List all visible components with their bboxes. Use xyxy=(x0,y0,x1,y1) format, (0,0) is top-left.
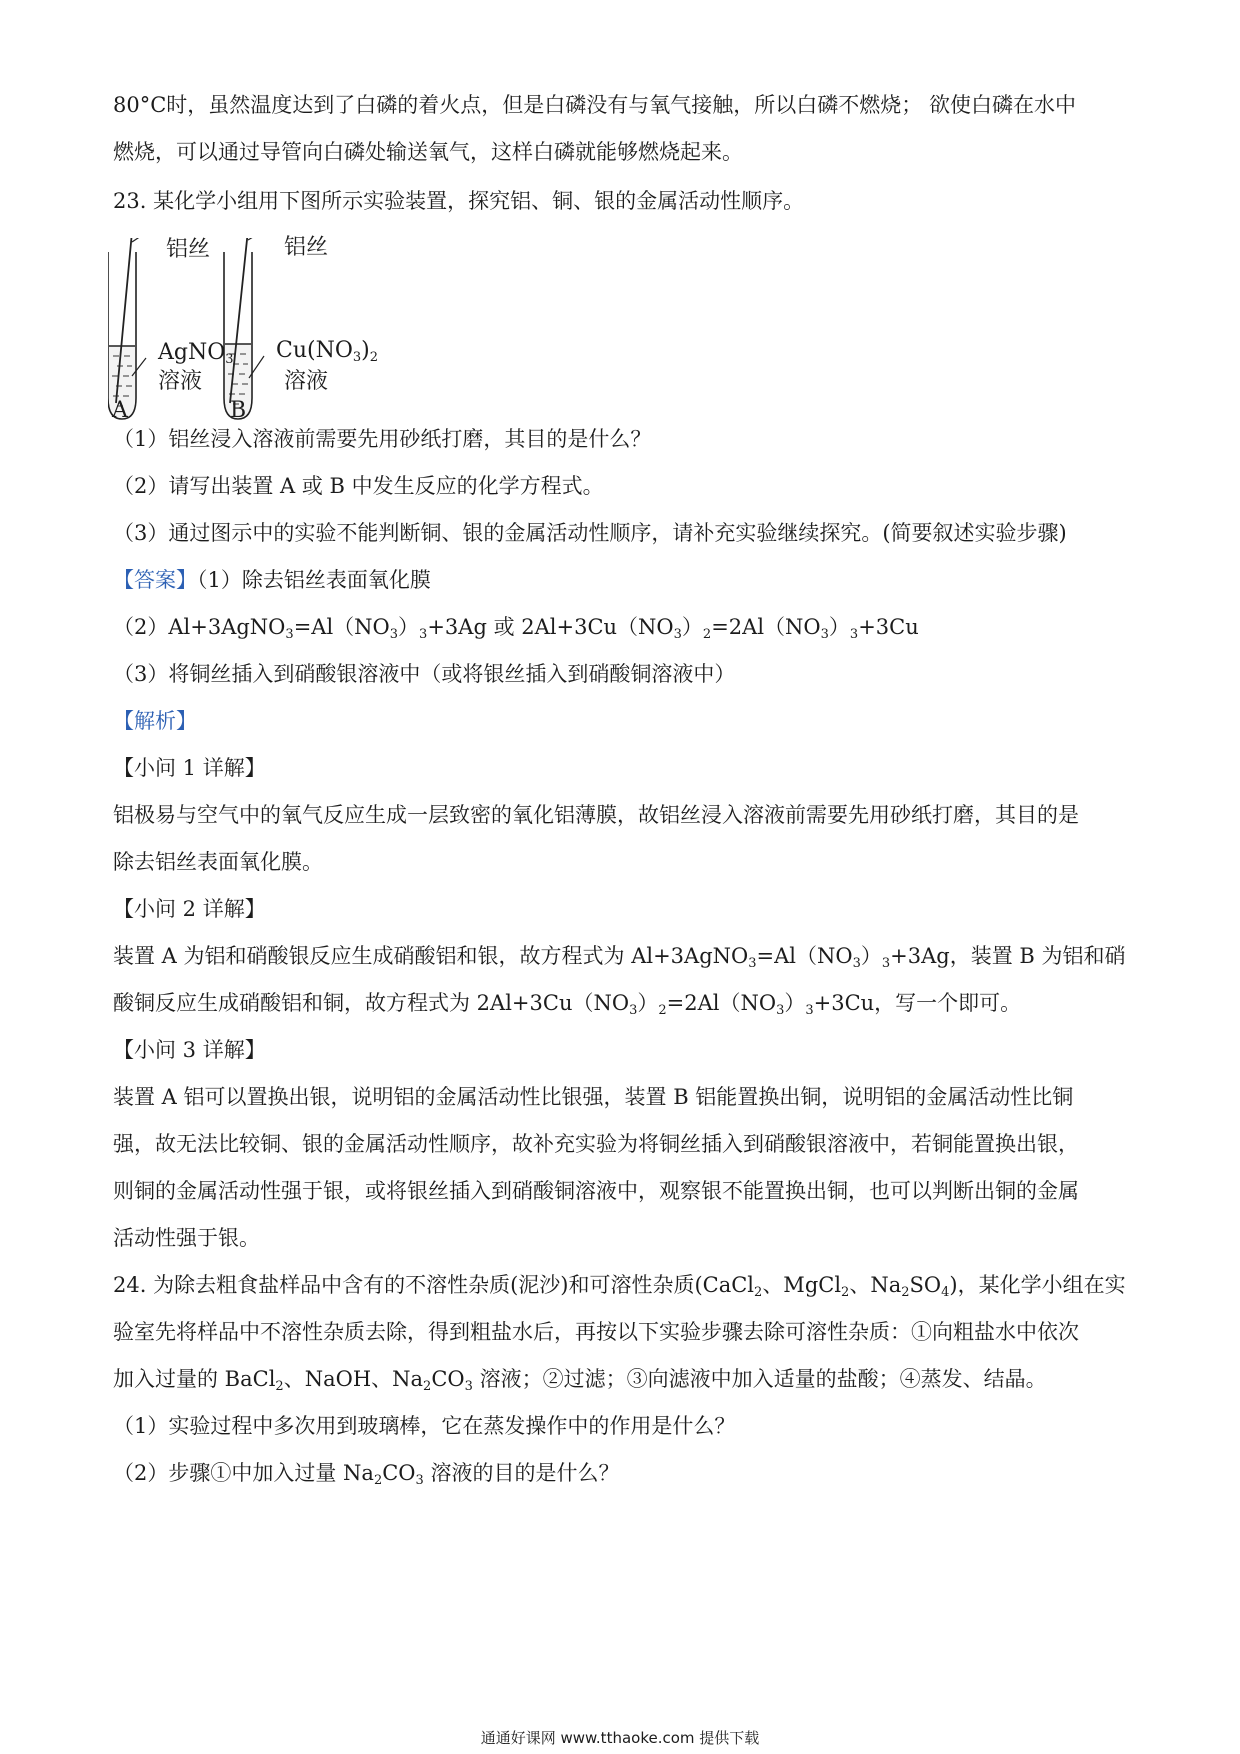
question-23-part-3: （3）通过图示中的实验不能判断铜、银的金属活动性顺序，请补充实验继续探究。(简要叙述实验步骤) xyxy=(113,521,1067,545)
question-23-part-2: （2）请写出装置 A 或 B 中发生反应的化学方程式。 xyxy=(113,474,604,498)
text-line: 装置 A 铝可以置换出银，说明铝的金属活动性比银强，装置 B 铝能置换出铜，说明铝的金属活动性比铜 xyxy=(113,1085,1074,1109)
tube-b xyxy=(224,238,268,419)
subquestion-2-heading: 【小问 2 详解】 xyxy=(113,897,266,921)
solution-a-formula: AgNO$_3$ xyxy=(158,340,234,367)
tube-b-label: B xyxy=(230,398,247,423)
text-line: 燃烧，可以通过导管向白磷处输送氧气，这样白磷就能够燃烧起来。 xyxy=(113,140,743,164)
text-line: 80°C时，虽然温度达到了白磷的着火点，但是白磷没有与氧气接触，所以白磷不燃烧； 欲使白磷在水中 xyxy=(113,93,1076,117)
text-line: 装置 A 为铝和硝酸银反应生成硝酸铝和银，故方程式为 $Al+3AgNO_3=Al(NO_3)_3+3Ag$，装置 B 为铝和硝 xyxy=(113,944,1126,971)
subquestion-3-heading: 【小问 3 详解】 xyxy=(113,1038,266,1062)
text-line: 活动性强于银。 xyxy=(113,1226,260,1250)
text-line: 加入过量的 BaCl$_2$、NaOH、$Na_2CO_3$ 溶液；②过滤；③向滤液中加入适量的盐酸；④蒸发、结晶。 xyxy=(113,1367,1047,1394)
answer-line-3: （3）将铜丝插入到硝酸银溶液中（或将银丝插入到硝酸铜溶液中） xyxy=(113,662,736,686)
answer-line-2: $(2)Al+3AgNO_3=Al(NO_3)_3+3Ag$ 或 $2Al+3Cu(NO_3)_2=2Al(NO_3)_3+3Cu$ xyxy=(113,615,919,642)
solution-b-label: 溶液 xyxy=(284,369,329,394)
analysis-tag: 【解析】 xyxy=(113,709,197,733)
tube-a-label: A xyxy=(112,398,128,423)
text-line: 强，故无法比较铜、银的金属活动性顺序，故补充实验为将铜丝插入到硝酸银溶液中，若铜能置换出银， xyxy=(113,1132,1079,1156)
text-line: 验室先将样品中不溶性杂质去除，得到粗盐水后，再按以下实验步骤去除可溶性杂质：①向粗盐水中依次 xyxy=(113,1320,1079,1344)
subquestion-1-heading: 【小问 1 详解】 xyxy=(113,756,266,780)
wire-a-label: 铝丝 xyxy=(166,237,211,262)
footer-credit: 通通好课网 www.tthaoke.com 提供下载 xyxy=(480,1729,760,1747)
text-line: 则铜的金属活动性强于银，或将银丝插入到硝酸铜溶液中，观察银不能置换出铜，也可以判断出铜的金属 xyxy=(113,1179,1079,1203)
answer-tag: 【答案】 xyxy=(113,568,197,592)
answer-line-1: 【答案】（1）除去铝丝表面氧化膜 xyxy=(113,568,431,592)
question-23-title: 23. 某化学小组用下图所示实验装置，探究铝、铜、银的金属活动性顺序。 xyxy=(113,189,805,213)
text-line: 酸铜反应生成硝酸铝和铜，故方程式为 $2Al+3Cu(NO_3)_2=2Al(NO_3)_3+3Cu$，写一个即可。 xyxy=(113,991,1022,1018)
solution-b-formula: $Cu(NO_3)_2$ xyxy=(276,338,379,365)
text-line: 除去铝丝表面氧化膜。 xyxy=(113,850,323,874)
question-23-part-1: （1）铝丝浸入溶液前需要先用砂纸打磨，其目的是什么？ xyxy=(113,427,652,451)
tube-a xyxy=(108,238,150,419)
text-line: 铝极易与空气中的氧气反应生成一层致密的氧化铝薄膜，故铝丝浸入溶液前需要先用砂纸打磨，其目的是 xyxy=(113,803,1079,827)
wire-b-label: 铝丝 xyxy=(284,235,329,260)
question-24-part-2: （2）步骤①中加入过量 $Na_2CO_3$ 溶液的目的是什么？ xyxy=(113,1461,620,1488)
solution-a-label: 溶液 xyxy=(158,369,203,394)
question-24-part-1: （1）实验过程中多次用到玻璃棒，它在蒸发操作中的作用是什么？ xyxy=(113,1414,736,1438)
question-24-title: 24. 为除去粗食盐样品中含有的不溶性杂质(泥沙)和可溶性杂质(CaCl$_2$、MgCl$_2$、$Na_2SO_4$)，某化学小组在实 xyxy=(113,1273,1126,1300)
